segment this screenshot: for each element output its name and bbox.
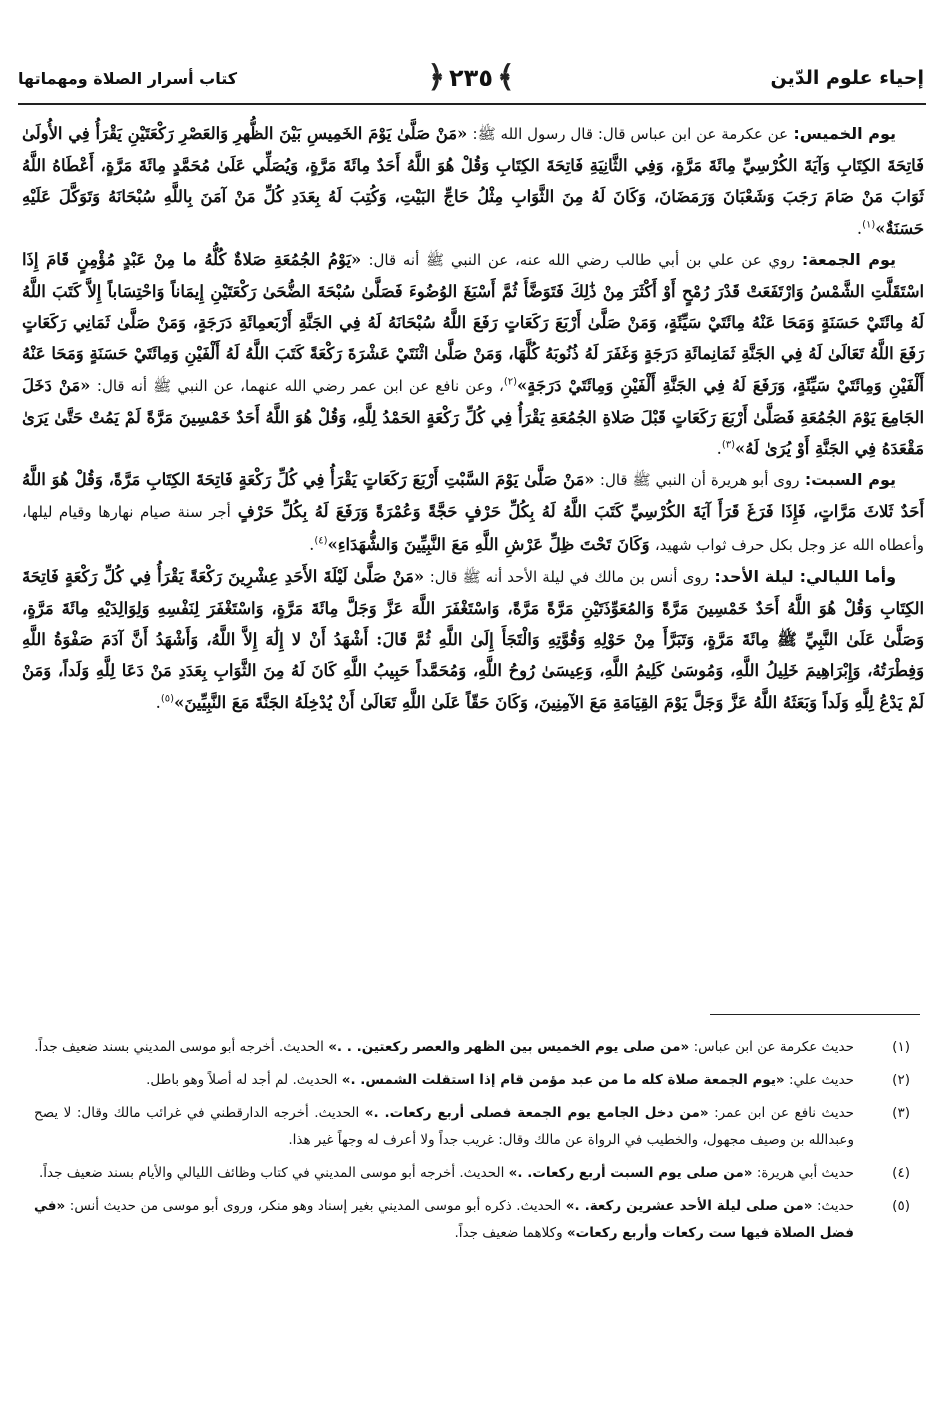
footnote-number: (١): [892, 1039, 910, 1055]
footnote-pre: حديث علي:: [788, 1072, 854, 1088]
footnote-number: (٣): [892, 1105, 910, 1121]
paragraph-sunday-night: [22, 561, 924, 718]
footnote-5: [34, 1193, 912, 1247]
page-number-block: [427, 60, 515, 95]
isnad-text: روى أبو هريرة أن النبي ﷺ قال:: [599, 471, 800, 490]
footnotes: [34, 1034, 912, 1253]
footnote-post: الحديث. أخرجه الدارقطني في غرائب مالك وقال: لا يصح وعبدالله بن وصيف مجهول، والخطيب في الرواة عن مالك وقال: غريب جداً ولا أعرف له وجهاً غير هذا.: [34, 1105, 854, 1148]
ornament-left-icon: ﴿: [427, 60, 446, 95]
section-heading-friday: يوم الجمعة:: [801, 249, 896, 269]
footnote-pre: حديث:: [816, 1198, 854, 1214]
hadith-quote: «مَنْ صَلَّىٰ يَوْمَ الخَمِيسِ بَيْنَ الظُّهرِ وَالعَصْرِ رَكْعَتَيْنِ يَقْرَأُ فِي الأُولَىٰ فَاتِحَةَ الكِتَابِ وَآيَةَ الكُرْسِيِّ مِائَةَ مَرَّةٍ، وَفِي الثَّانِيَةِ فَاتِحَةَ الكِتَابِ وَقُلْ هُوَ اللَّهُ أَحَدٌ مِائَةَ مَرَّةٍ، وَيُصَلِّي عَلَىٰ مُحَمَّدٍ مِائَةَ مَرَّةٍ، أَعْطَاهُ اللَّهُ ثَوَابَ مَنْ صَامَ رَجَبَ وَشَعْبَانَ وَرَمَضَانَ، وَكَانَ لَهُ مِنَ الثَّوَابِ مِثْلُ حَاجِّ البَيْتِ، وَكُتِبَ لَهُ بِعَدَدِ كُلِّ مَنْ آمَنَ بِاللَّهِ سُبْحَانَهُ وَتَوَكَّلَ عَلَيْهِ حَسَنَةٌ»: [22, 124, 924, 238]
page-header: [18, 52, 924, 104]
footnote-post: وكلاهما ضعيف جداً.: [454, 1225, 563, 1241]
footnote-4: [34, 1160, 912, 1187]
footnote-ref: (٤): [314, 535, 328, 547]
paragraph-saturday: [22, 464, 924, 561]
footnote-quote: «من صلى يوم السبت أربع ركعات. .»: [508, 1165, 753, 1181]
section-heading-nights: وأما الليالي: ليلة الأحد:: [714, 566, 897, 586]
footnote-number: (٤): [892, 1165, 910, 1181]
footnote-quote: «من صلى يوم الخميس بين الظهر والعصر ركعتين. . .»: [328, 1039, 690, 1055]
isnad-text: روي عن علي بن أبي طالب رضي الله عنه، عن النبي ﷺ أنه قال:: [368, 250, 795, 269]
footnote-post: الحديث. أخرجه أبو موسى المديني في كتاب وظائف الليالي والأيام بسند ضعيف جداً.: [38, 1165, 505, 1181]
footnote-text: [34, 1100, 854, 1154]
sentence-end: .: [716, 439, 722, 459]
main-text: [22, 118, 924, 718]
header-rule: [18, 103, 926, 105]
hadith-quote: «مَنْ صَلَّىٰ لَيْلَةَ الأَحَدِ عِشْرِينَ رَكْعَةً يَقْرَأُ فِي كُلِّ رَكْعَةٍ فَاتِحَةَ الكِتَابِ وَقُلْ هُوَ اللَّهُ أَحَدٌ خَمْسِينَ مَرَّةً وَالمُعَوِّذَتَيْنِ مَرَّةً مَرَّةً، وَاسْتَغْفَرَ اللَّهَ عَزَّ وَجَلَّ مِائَةَ مَرَّةٍ، وَاسْتَغْفَرَ لِنَفْسِهِ وَلِوَالِدَيْهِ مِائَةَ مَرَّةٍ، وَصَلَّىٰ عَلَىٰ النَّبِيِّ ﷺ مِائَةَ مَرَّةٍ، وَتَبَرَّأَ مِنْ حَوْلِهِ وَقُوَّتِهِ وَالْتَجَأَ إِلَىٰ اللَّهِ ثُمَّ قَالَ: أَشْهَدُ أَنْ لا إِلَٰهَ إِلاَّ اللَّهُ، وَأَشْهَدُ أَنَّ آدَمَ صَفْوَةُ اللَّهِ وَفِطْرَتُهُ، وَإِبْرَاهِيمَ خَلِيلُ اللَّهِ، وَمُوسَىٰ كَلِيمُ اللَّهِ، وَعِيسَىٰ رُوحُ اللَّهِ، وَمُحَمَّداً حَبِيبُ اللَّهِ كَانَ لَهُ مِنَ الثَّوَابِ بِعَدَدِ مَنْ دَعَا لِلَّهِ وَلَداً، وَمَنْ لَمْ يَدْعُ لِلَّهِ وَلَداً وَبَعَثَهُ اللَّهُ عَزَّ وَجَلَّ يَوْمَ القِيَامَةِ مَعَ الآمِنِينَ، وَكَانَ حَقّاً عَلَىٰ اللَّهِ تَعَالَىٰ أَنْ يُدْخِلَهُ الجَنَّةَ مَعَ النَّبِيِّينَ»: [22, 566, 924, 712]
footnote-ref: (٥): [160, 693, 175, 705]
isnad-text: روى أنس بن مالك في ليلة الأحد أنه ﷺ قال:: [429, 567, 709, 586]
footnote-text: [34, 1034, 854, 1061]
footnote-text: [34, 1160, 854, 1187]
footnote-quote: «في فضل الصلاة فيها ست ركعات وأربع ركعات»: [34, 1198, 854, 1241]
footnote-quote: «من صلى ليلة الأحد عشرين ركعة. .»: [565, 1198, 813, 1214]
hadith-quote: «يَوْمُ الجُمُعَةِ صَلاةٌ كُلُّهُ ما مِنْ عَبْدٍ مُؤْمِنٍ قَامَ إِذَا اسْتَقَلَّتِ الشَّمْسُ وَارْتَفَعَتْ قَدْرَ رُمْحٍ أَوْ أَكْثَرَ مِنْ ذَٰلِكَ فَتَوَضَّأَ ثُمَّ أَسْبَغَ الوُضُوءَ فَصَلَّىٰ سُبْحَةَ الضُّحَىٰ رَكْعَتَيْنِ إِيمَاناً وَاحْتِسَاباً إِلاَّ كَتَبَ اللَّهُ لَهُ مِائَتَيْ حَسَنَةٍ وَمَحَا عَنْهُ مِائَتَيْ سَيِّئَةٍ، وَمَنْ صَلَّىٰ أَرْبَعَ رَكَعَاتٍ رَفَعَ اللَّهُ سُبْحَانَهُ لَهُ فِي الجَنَّةِ أَرْبَعمِائَةِ دَرَجَةٍ، وَمَنْ صَلَّىٰ ثَمَانِي رَكَعَاتٍ رَفَعَ اللَّهُ تَعَالَىٰ لَهُ فِي الجَنَّةِ ثَمَانِمائَةِ دَرَجَةٍ وَغَفَرَ لَهُ ذُنُوبَهُ كُلَّهَا، وَمَنْ صَلَّىٰ اثْنَتَيْ عَشْرَةَ رَكْعَةً كَتَبَ اللَّهُ لَهُ أَلْفَيْنِ وَمِائَتَيْ حَسَنَةٍ وَمَحَا عَنْهُ أَلْفَيْنِ وَمِائَتَيْ سَيِّئَةٍ، وَرَفَعَ لَهُ فِي الجَنَّةِ أَلْفَيْنِ وَمِائَتَيْ دَرَجَةٍ»: [22, 249, 924, 395]
plain-text: أجر سنة صيام نهارها وقيام ليلها، وأعطاه الله عز وجل بكل حرف ثواب شهيد،: [22, 503, 924, 554]
footnote-quote: «يوم الجمعة صلاة كله ما من عبد مؤمن قام إذا استقلت الشمس. .»: [341, 1072, 785, 1088]
footnote-ref: (٣): [721, 439, 735, 451]
footnote-pre: حديث نافع عن ابن عمر:: [714, 1105, 855, 1121]
footnote-number: (٢): [892, 1072, 910, 1088]
book-title: إحياء علوم الدّين: [770, 67, 924, 89]
footnote-ref: (١): [862, 219, 876, 231]
footnote-text: [34, 1193, 854, 1247]
footnote-post: الحديث. أخرجه أبو موسى المديني بسند ضعيف جداً.: [34, 1039, 324, 1055]
footnote-quote: «من دخل الجامع يوم الجمعة فصلى أربع ركعات. .»: [364, 1105, 709, 1121]
sentence-end: .: [309, 534, 315, 554]
section-heading-saturday: يوم السبت:: [804, 470, 896, 490]
footnote-post: الحديث. لم أجد له أصلاً وهو باطل.: [146, 1072, 338, 1088]
paragraph-thursday: [22, 118, 924, 244]
footnote-number: (٥): [892, 1198, 910, 1214]
isnad-text: ، وعن نافع عن ابن عمر رضي الله عنهما، عن النبي ﷺ أنه قال:: [96, 376, 504, 395]
footnote-ref: (٢): [503, 376, 517, 388]
section-heading-thursday: يوم الخميس:: [793, 124, 896, 143]
footnote-post: الحديث. ذكره أبو موسى المديني بغير إسناد وهو منكر، وروى أبو موسى من حديث أنس:: [69, 1198, 562, 1214]
hadith-quote: وَكَانَ تَحْتَ ظِلِّ عَرْشِ اللَّهِ مَعَ النَّبِيِّينَ وَالشُّهَدَاءِ»: [327, 534, 650, 554]
footnote-1: [34, 1034, 912, 1061]
footnote-separator: [710, 1014, 920, 1015]
sentence-end: .: [155, 692, 161, 712]
paragraph-friday: [22, 244, 924, 464]
page-number: ٢٣٥: [449, 64, 493, 92]
footnote-text: [34, 1067, 854, 1094]
hadith-quote: «مَنْ صَلَّىٰ يَوْمَ السَّبْتِ أَرْبَعَ رَكَعَاتٍ يَقْرَأُ فِي كُلِّ رَكْعَةٍ فَاتِحَةَ الكِتَابِ مَرَّةً، وَقُلْ هُوَ اللَّهُ أَحَدٌ ثَلاثَ مَرَّاتٍ، فَإِذَا فَرَغَ قَرَأَ آيَةَ الكُرْسِيِّ كَتَبَ اللَّهُ لَهُ بِكُلِّ حَرْفٍ حَجَّةً وَعُمْرَةً وَرَفَعَ لَهُ بِكُلِّ حَرْفٍ: [22, 470, 924, 522]
footnote-pre: حديث عكرمة عن ابن عباس:: [693, 1039, 854, 1055]
isnad-text: عن عكرمة عن ابن عباس قال: قال رسول الله ﷺ:: [472, 125, 789, 143]
footnote-pre: حديث أبي هريرة:: [756, 1165, 854, 1181]
ornament-right-icon: ﴾: [496, 60, 515, 95]
hadith-quote: «مَنْ دَخَلَ الجَامِعَ يَوْمَ الجُمُعَةِ فَصَلَّىٰ أَرْبَعَ رَكَعَاتٍ قَبْلَ صَلاةِ الجُمُعَةِ يَقْرَأُ فِي كُلِّ رَكْعَةٍ الحَمْدُ لِلَّهِ، وَقُلْ هُوَ اللَّهُ أَحَدٌ خَمْسِينَ مَرَّةً لَمْ يَمُتْ حَتَّىٰ يَرَىٰ مَقْعَدَهُ فِي الجَنَّةِ أَوْ يُرَىٰ لَهُ»: [22, 375, 924, 459]
sentence-end: .: [856, 218, 863, 238]
footnote-3: [34, 1100, 912, 1154]
chapter-title: كتاب أسرار الصلاة ومهماتها: [18, 68, 238, 88]
footnote-2: [34, 1067, 912, 1094]
